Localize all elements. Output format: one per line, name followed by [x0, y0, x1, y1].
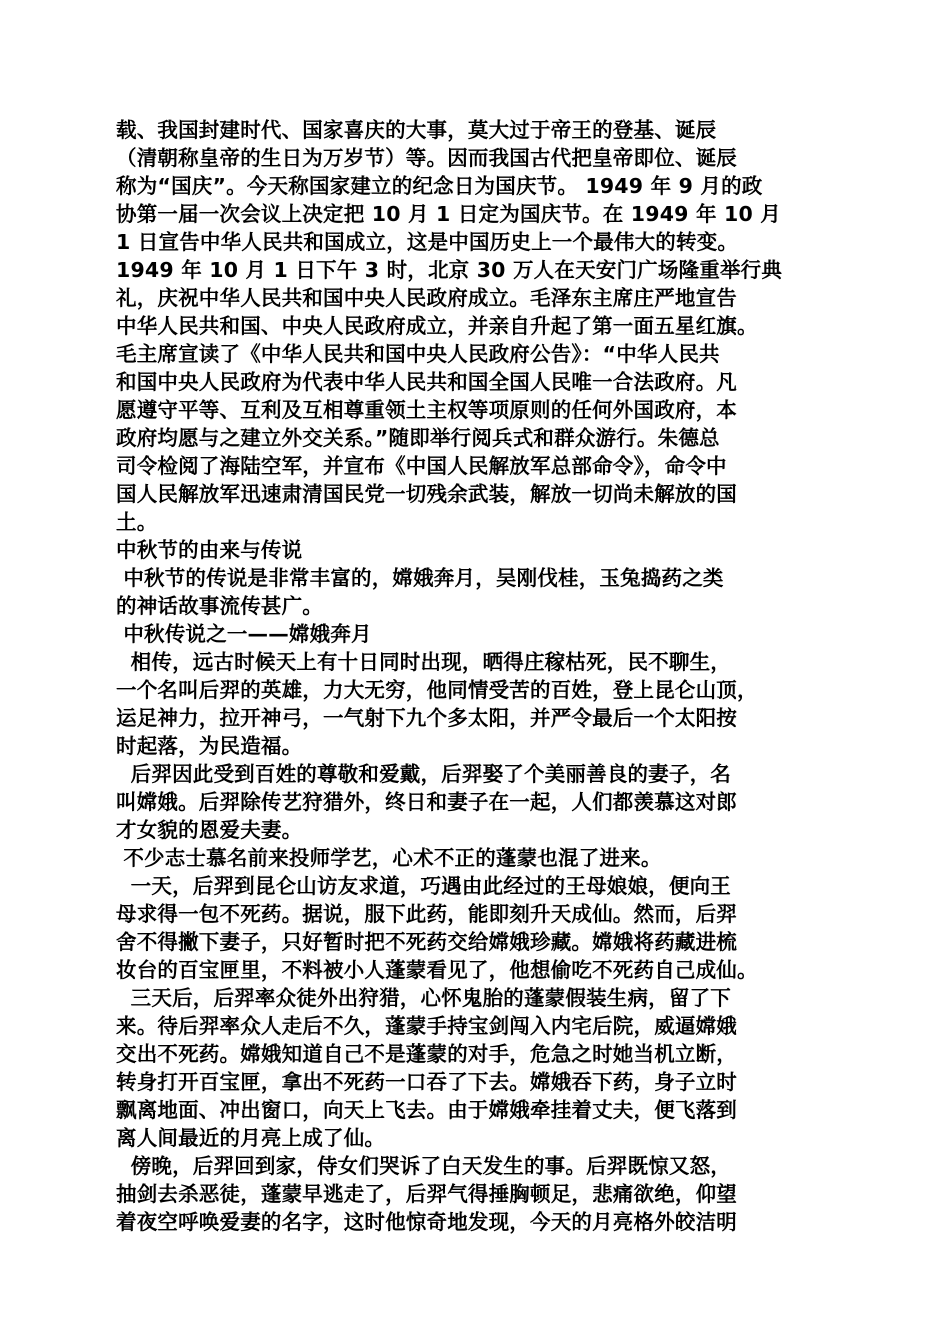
- text-line: 1 日宣告中华人民共和国成立，这是中国历史上一个最伟大的转变。: [116, 230, 739, 254]
- text-line: 的神话故事流传甚广。: [116, 594, 323, 618]
- text-line: 中秋节的传说是非常丰富的，嫦娥奔月，吴刚伐桂，玉兔捣药之类: [116, 566, 724, 590]
- document-body: [116, 116, 846, 1236]
- text-line: 傍晚，后羿回到家，侍女们哭诉了白天发生的事。后羿既惊又怒，: [116, 1154, 731, 1178]
- text-line: 政府均愿与之建立外交关系。”随即举行阅兵式和群众游行。朱德总: [116, 426, 720, 450]
- text-line: 和国中央人民政府为代表中华人民共和国全国人民唯一合法政府。凡: [116, 370, 737, 394]
- text-line: 后羿因此受到百姓的尊敬和爱戴，后羿娶了个美丽善良的妻子，名: [116, 762, 731, 786]
- text-line: 国人民解放军迅速肃清国民党一切残余武装，解放一切尚未解放的国: [116, 482, 737, 506]
- text-line: 一个名叫后羿的英雄，力大无穷，他同情受苦的百姓，登上昆仑山顶，: [116, 678, 758, 702]
- text-line: 抽剑去杀恶徒，蓬蒙早逃走了，后羿气得捶胸顿足，悲痛欲绝，仰望: [116, 1182, 737, 1206]
- text-line: 着夜空呼唤爱妻的名字，这时他惊奇地发现，今天的月亮格外皎洁明: [116, 1210, 737, 1234]
- text-line: 转身打开百宝匣，拿出不死药一口吞了下去。嫦娥吞下药，身子立时: [116, 1070, 737, 1094]
- text-line: 称为“国庆”。今天称国家建立的纪念日为国庆节。 1949 年 9 月的政: [116, 174, 763, 198]
- text-line: 协第一届一次会议上决定把 10 月 1 日定为国庆节。在 1949 年 10 月: [116, 202, 781, 226]
- text-line: 土。: [116, 510, 158, 534]
- text-line: 愿遵守平等、互利及互相尊重领土主权等项原则的任何外国政府，本: [116, 398, 737, 422]
- text-line: 中秋节的由来与传说: [116, 538, 303, 562]
- text-line: 礼，庆祝中华人民共和国中央人民政府成立。毛泽东主席庄严地宣告: [116, 286, 737, 310]
- text-line: 中华人民共和国、中央人民政府成立，并亲自升起了第一面五星红旗。: [116, 314, 758, 338]
- text-line: 飘离地面、冲出窗口，向天上飞去。由于嫦娥牵挂着丈夫，便飞落到: [116, 1098, 737, 1122]
- text-line: 叫嫦娥。后羿除传艺狩猎外，终日和妻子在一起，人们都羡慕这对郎: [116, 790, 737, 814]
- text-line: 交出不死药。嫦娥知道自己不是蓬蒙的对手，危急之时她当机立断，: [116, 1042, 737, 1066]
- text-line: 司令检阅了海陆空军，并宣布《中国人民解放军总部命令》，命令中: [116, 454, 727, 478]
- text-line: 时起落，为民造福。: [116, 734, 303, 758]
- text-line: 一天，后羿到昆仑山访友求道，巧遇由此经过的王母娘娘，便向王: [116, 874, 731, 898]
- text-line: 相传，远古时候天上有十日同时出现，晒得庄稼枯死，民不聊生，: [116, 650, 731, 674]
- text-line: 妆台的百宝匣里，不料被小人蓬蒙看见了，他想偷吃不死药自己成仙。: [116, 958, 758, 982]
- text-line: 载、我国封建时代、国家喜庆的大事，莫大过于帝王的登基、诞辰: [116, 118, 717, 142]
- text-line: 1949 年 10 月 1 日下午 3 时，北京 30 万人在天安门广场隆重举行典: [116, 258, 783, 282]
- text-line: （清朝称皇帝的生日为万岁节）等。因而我国古代把皇帝即位、诞辰: [116, 146, 737, 170]
- text-line: 舍不得撇下妻子，只好暂时把不死药交给嫦娥珍藏。嫦娥将药藏进梳: [116, 930, 737, 954]
- text-line: 离人间最近的月亮上成了仙。: [116, 1126, 386, 1150]
- text-line: 三天后，后羿率众徒外出狩猎，心怀鬼胎的蓬蒙假装生病，留了下: [116, 986, 731, 1010]
- text-line: 毛主席宣读了《中华人民共和国中央人民政府公告》：“中华人民共: [116, 342, 720, 366]
- text-line: 母求得一包不死药。据说，服下此药，能即刻升天成仙。然而，后羿: [116, 902, 737, 926]
- text-line: 才女貌的恩爱夫妻。: [116, 818, 303, 842]
- text-line: 不少志士慕名前来投师学艺，心术不正的蓬蒙也混了进来。: [116, 846, 662, 870]
- text-line: 中秋传说之一——嫦娥奔月: [116, 622, 372, 646]
- text-line: 来。待后羿率众人走后不久，蓬蒙手持宝剑闯入内宅后院，威逼嫦娥: [116, 1014, 737, 1038]
- text-line: 运足神力，拉开神弓，一气射下九个多太阳，并严令最后一个太阳按: [116, 706, 737, 730]
